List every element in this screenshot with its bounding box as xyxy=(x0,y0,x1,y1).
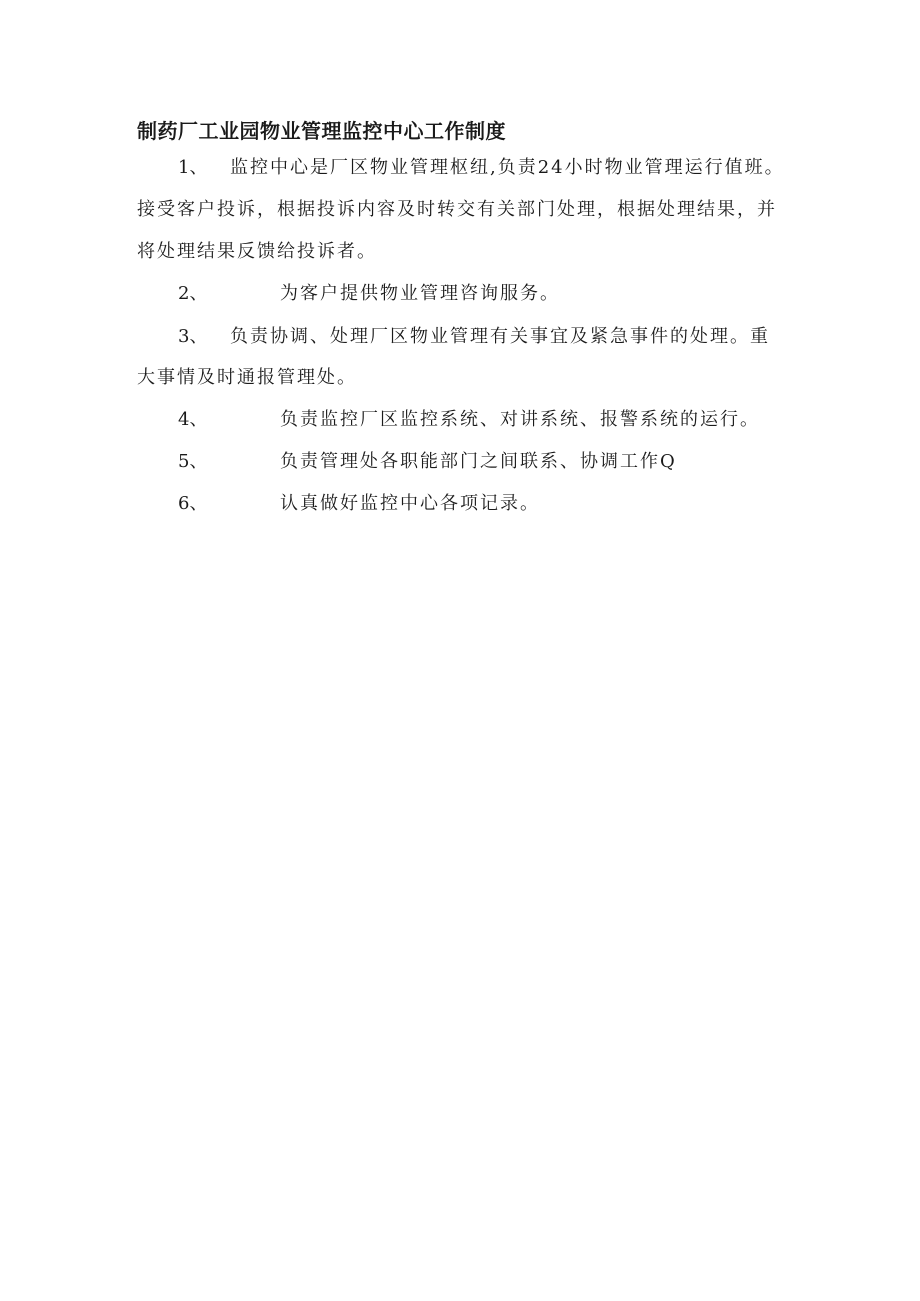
item-1-number: 1、 xyxy=(178,157,208,178)
item-4-line-1: 负责监控厂区监控系统、对讲系统、报警系统的运行。 xyxy=(280,409,760,430)
item-3-line-1: 负责协调、处理厂区物业管理有关事宜及紧急事件的处理。重 xyxy=(230,326,770,347)
item-5-line-1: 负责管理处各职能部门之间联系、协调工作Q xyxy=(280,451,677,472)
item-3-line-2: 大事情及时通报管理处。 xyxy=(137,367,357,388)
document-title: 制药厂工业园物业管理监控中心工作制度 xyxy=(137,119,506,143)
item-1-line-1: 监控中心是厂区物业管理枢纽,负责24小时物业管理运行值班。 xyxy=(230,157,785,178)
item-6-number: 6、 xyxy=(178,493,208,514)
item-1-line-2: 接受客户投诉，根据投诉内容及时转交有关部门处理，根据处理结果，并 xyxy=(137,199,777,220)
item-5-number: 5、 xyxy=(178,451,208,472)
item-2-number: 2、 xyxy=(178,283,208,304)
item-2-line-1: 为客户提供物业管理咨询服务。 xyxy=(280,283,560,304)
item-3-number: 3、 xyxy=(178,326,208,347)
item-1-line-3: 将处理结果反馈给投诉者。 xyxy=(137,241,377,262)
item-4-number: 4、 xyxy=(178,409,208,430)
item-6-line-1: 认真做好监控中心各项记录。 xyxy=(280,493,540,514)
